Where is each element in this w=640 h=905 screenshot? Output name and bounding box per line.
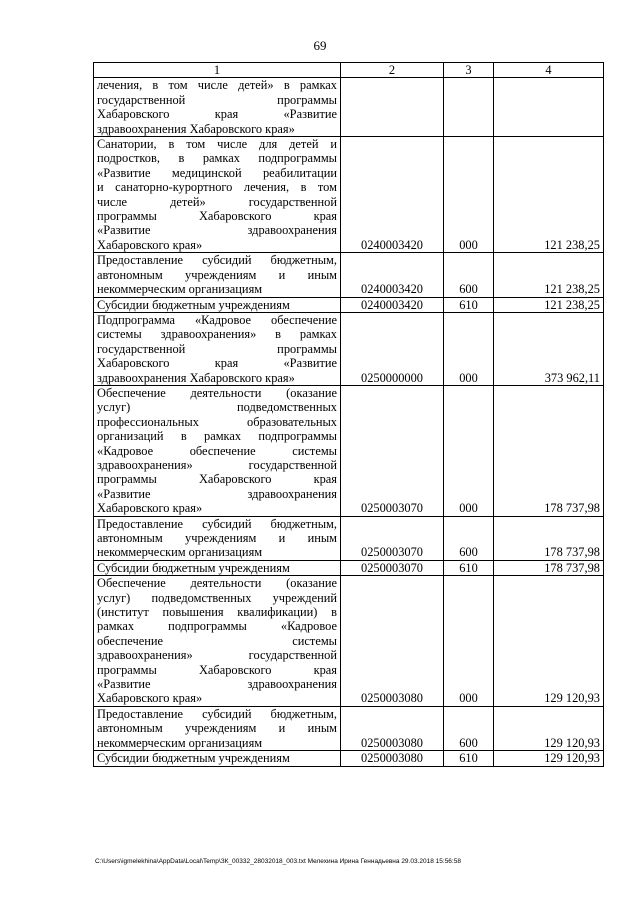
target-code: 0240003420 — [341, 297, 444, 312]
column-header-4: 4 — [494, 63, 604, 78]
target-code: 0250003080 — [341, 706, 444, 750]
amount-value: 121 238,25 — [494, 137, 604, 253]
row-description — [94, 297, 341, 312]
table-row — [94, 516, 604, 560]
description-line: лечения, в том числе детей» в рамках — [97, 78, 337, 93]
table-row — [94, 312, 604, 385]
expense-type-code: 000 — [444, 312, 494, 385]
description-line: здравоохранения Хабаровского края» — [97, 121, 295, 136]
row-description — [94, 576, 341, 707]
target-code: 0250003070 — [341, 385, 444, 516]
description-line: Хабаровского края «Развитие — [97, 356, 337, 371]
expense-type-code: 600 — [444, 253, 494, 297]
table-row — [94, 297, 604, 312]
description-line: профессиональных образовательных — [97, 414, 337, 429]
column-header-1: 1 — [94, 63, 341, 78]
column-header-2: 2 — [341, 63, 444, 78]
table-body — [94, 78, 604, 766]
description-line: Хабаровского края» — [97, 237, 203, 252]
target-code: 0250000000 — [341, 312, 444, 385]
description-line: подростков, в рамках подпрограммы — [97, 151, 337, 166]
description-line: некоммерческим организациям — [97, 735, 263, 750]
description-line: Хабаровского края» — [97, 501, 203, 516]
description-line: программы Хабаровского края — [97, 472, 337, 487]
description-line: Обеспечение деятельности (оказание — [97, 576, 337, 591]
table-row — [94, 751, 604, 766]
target-code: 0250003080 — [341, 751, 444, 766]
description-line: «Развитие медицинской реабилитации — [97, 165, 337, 180]
description-line: (институт повышения квалификации) в — [97, 605, 337, 620]
table-row — [94, 560, 604, 575]
table-row — [94, 385, 604, 516]
description-line: некоммерческим организациям — [97, 545, 263, 560]
description-line: государственной программы — [97, 92, 337, 107]
description-line: числе детей» государственной — [97, 194, 337, 209]
description-line: рамках подпрограммы «Кадровое — [97, 619, 337, 634]
row-description — [94, 516, 341, 560]
expense-type-code: 600 — [444, 706, 494, 750]
description-line: программы Хабаровского края — [97, 209, 337, 224]
description-line: Хабаровского края «Развитие — [97, 107, 337, 122]
description-line: системы здравоохранения» в рамках — [97, 327, 337, 342]
amount-value — [494, 78, 604, 137]
expense-type-code: 600 — [444, 516, 494, 560]
amount-value: 178 737,98 — [494, 516, 604, 560]
row-description — [94, 312, 341, 385]
description-line: «Кадровое обеспечение системы — [97, 443, 337, 458]
row-description — [94, 560, 341, 575]
description-line: услуг) подведомственных — [97, 400, 337, 415]
page-number: 69 — [313, 38, 327, 53]
row-description — [94, 137, 341, 253]
row-description — [94, 706, 341, 750]
target-code: 0240003420 — [341, 253, 444, 297]
description-line: Подпрограмма «Кадровое обеспечение — [97, 312, 337, 327]
table-row — [94, 706, 604, 750]
description-line: обеспечение системы — [97, 633, 337, 648]
description-line: организаций в рамках подпрограммы — [97, 429, 337, 444]
description-line: здравоохранения» государственной — [97, 648, 337, 663]
description-line: здравоохранения Хабаровского края» — [97, 370, 295, 385]
table-row — [94, 253, 604, 297]
expense-type-code: 610 — [444, 560, 494, 575]
description-line: «Развитие здравоохранения — [97, 677, 337, 692]
description-line: «Развитие здравоохранения — [97, 486, 337, 501]
target-code: 0250003070 — [341, 560, 444, 575]
description-line: Субсидии бюджетным учреждениям — [97, 751, 290, 766]
row-description — [94, 385, 341, 516]
budget-table — [93, 62, 604, 767]
target-code: 0240003420 — [341, 137, 444, 253]
target-code: 0250003080 — [341, 576, 444, 707]
amount-value: 129 120,93 — [494, 706, 604, 750]
amount-value: 178 737,98 — [494, 385, 604, 516]
description-line: «Развитие здравоохранения — [97, 223, 337, 238]
amount-value: 121 238,25 — [494, 253, 604, 297]
description-line: Санатории, в том числе для детей и — [97, 137, 337, 152]
file-path-footer: C:\Users\igmelekhina\AppData\Local\Temp\ЗК_00332_28032018_003.txt Мелехина Ирина Геннадьевна 29.03.2018 15:56:58 — [95, 858, 461, 865]
description-line: автономным учреждениям и иным — [97, 531, 337, 545]
description-line: Субсидии бюджетным учреждениям — [97, 297, 290, 312]
expense-type-code: 000 — [444, 385, 494, 516]
target-code — [341, 78, 444, 137]
description-line: программы Хабаровского края — [97, 662, 337, 677]
amount-value: 178 737,98 — [494, 560, 604, 575]
amount-value: 121 238,25 — [494, 297, 604, 312]
description-line: Хабаровского края» — [97, 691, 203, 706]
row-description — [94, 751, 341, 766]
description-line: автономным учреждениям и иным — [97, 721, 337, 736]
amount-value: 129 120,93 — [494, 751, 604, 766]
description-line: и санаторно-курортного лечения, в том — [97, 180, 337, 195]
column-header-3: 3 — [444, 63, 494, 78]
table-row — [94, 137, 604, 253]
description-line: автономным учреждениям и иным — [97, 267, 337, 282]
amount-value: 373 962,11 — [494, 312, 604, 385]
expense-type-code — [444, 78, 494, 137]
row-description — [94, 78, 341, 137]
amount-value: 129 120,93 — [494, 576, 604, 707]
row-description — [94, 253, 341, 297]
expense-type-code: 610 — [444, 751, 494, 766]
description-line: здравоохранения» государственной — [97, 457, 337, 472]
description-line: Обеспечение деятельности (оказание — [97, 385, 337, 400]
expense-type-code: 000 — [444, 137, 494, 253]
table-row — [94, 576, 604, 707]
description-line: Субсидии бюджетным учреждениям — [97, 560, 290, 575]
table-header-row — [94, 63, 604, 78]
description-line: Предоставление субсидий бюджетным, — [97, 706, 337, 721]
description-line: государственной программы — [97, 341, 337, 356]
expense-type-code: 610 — [444, 297, 494, 312]
table-row — [94, 78, 604, 137]
description-line: услуг) подведомственных учреждений — [97, 590, 337, 605]
description-line: некоммерческим организациям — [97, 282, 263, 297]
description-line: Предоставление субсидий бюджетным, — [97, 253, 337, 268]
target-code: 0250003070 — [341, 516, 444, 560]
expense-type-code: 000 — [444, 576, 494, 707]
description-line: Предоставление субсидий бюджетным, — [97, 516, 337, 531]
